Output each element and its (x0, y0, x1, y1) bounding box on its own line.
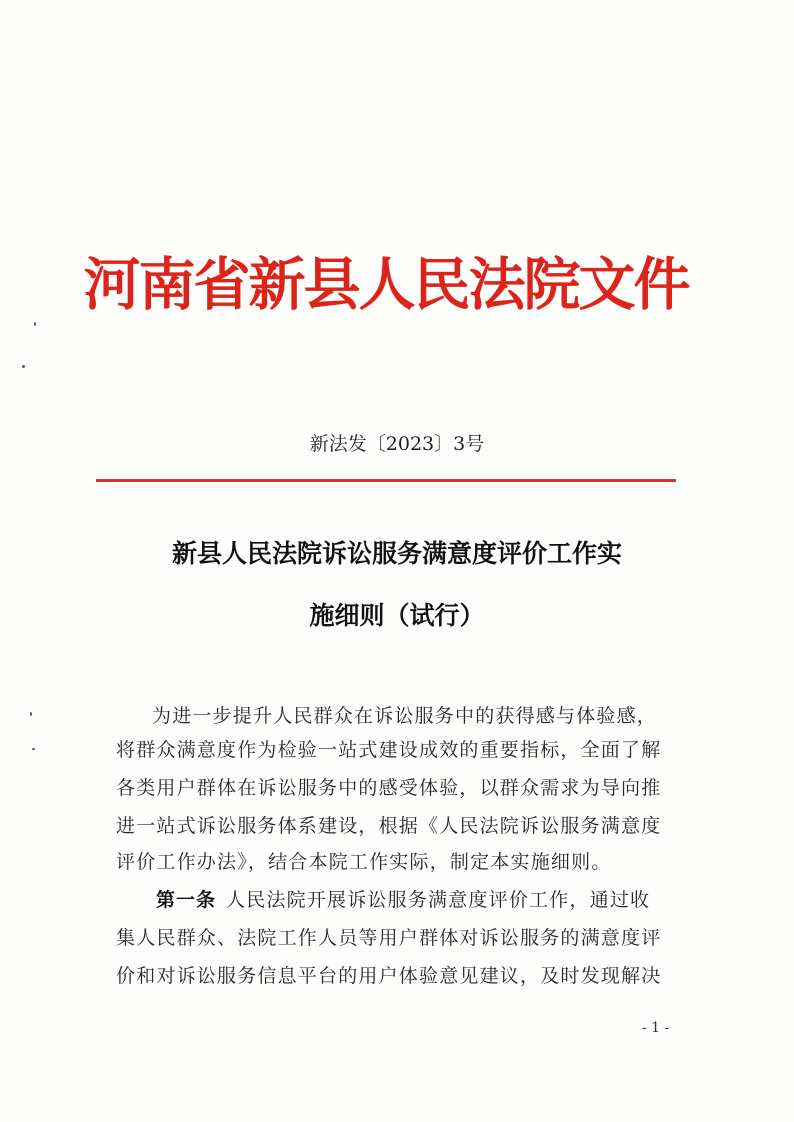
page-number: - 1 - (642, 1020, 670, 1036)
scan-speck (30, 712, 32, 716)
body-line: 各类用户群体在诉讼服务中的感受体验，以群众需求为导向推 (116, 777, 662, 799)
document-title-line-1: 新县人民法院诉讼服务满意度评价工作实 (171, 539, 622, 568)
article-text: 人民法院开展诉讼服务满意度评价工作，通过收 (226, 889, 651, 911)
scan-speck (34, 322, 36, 326)
issuing-authority-header: 河南省新县人民法院文件 (83, 250, 689, 318)
document-title-line-2: 施细则（试行） (309, 601, 485, 630)
body-line: 为进一步提升人民群众在诉讼服务中的获得感与体验感， (152, 705, 658, 727)
body-line: 集人民群众、法院工作人员等用户群体对诉讼服务的满意度评 (116, 927, 662, 949)
body-line: 进一站式诉讼服务体系建设，根据《人民法院诉讼服务满意度 (116, 815, 662, 837)
red-separator-line (96, 479, 676, 482)
article-1-first-line (156, 886, 650, 914)
document-number: 新法发〔2023〕3号 (309, 433, 485, 455)
body-line: 将群众满意度作为检验一站式建设成效的重要指标，全面了解 (116, 739, 662, 761)
article-heading: 第一条 (156, 889, 217, 911)
scan-speck (32, 748, 35, 750)
body-line: 评价工作办法》，结合本院工作实际，制定本实施细则。 (116, 851, 612, 873)
scan-speck (22, 365, 25, 368)
body-line: 价和对诉讼服务信息平台的用户体验意见建议，及时发现解决 (116, 965, 662, 987)
